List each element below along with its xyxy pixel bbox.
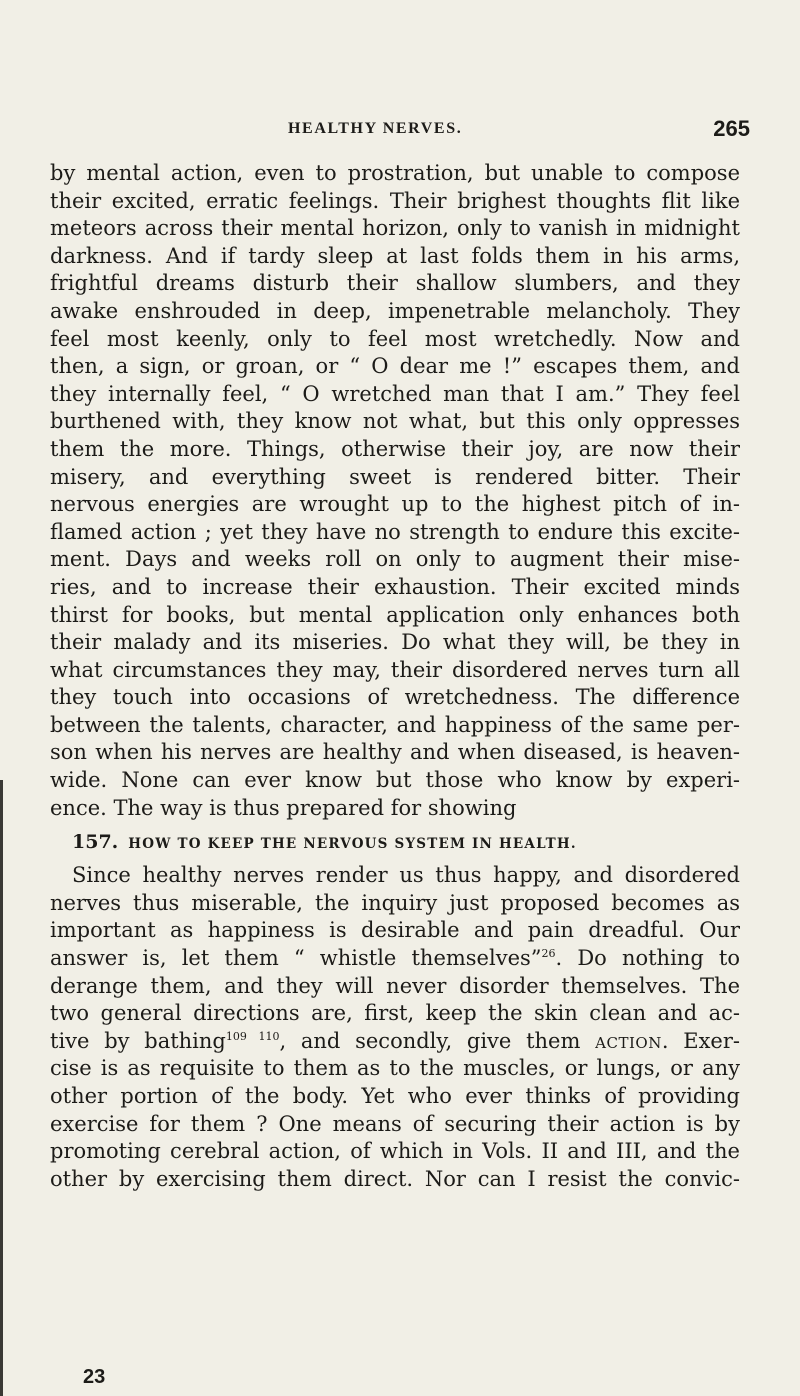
text-line: feel most keenly, only to feel most wretchedly. Now and [50,326,740,351]
line-text: , and secondly, give them [279,1028,596,1053]
text-line: nerves thus miserable, the inquiry just proposed becomes as [50,890,740,915]
text-line: ries, and to increase their exhaustion. Their excited minds [50,574,740,599]
text-line: Since healthy nerves render us thus happy, and disordered [72,863,740,888]
text-line: derange them, and they will never disorder themselves. The [50,973,740,998]
text-line: then, a sign, or groan, or “ O dear me !” escapes them, and [50,354,740,379]
text-line: two general directions are, first, keep the skin clean and ac- [50,1001,740,1026]
text-line: awake enshrouded in deep, impenetrable melancholy. They [50,298,740,323]
text-block [50,160,740,1193]
text-line: their malady and its miseries. Do what they will, be they in [50,630,740,655]
section-number: 157. [72,831,119,854]
text-line: they touch into occasions of wretchedness. The difference [50,685,740,710]
text-line: wide. None can ever know but those who know by experi- [50,768,740,793]
emphasis-text: action [595,1028,662,1053]
text-line: misery, and everything sweet is rendered bitter. Their [50,464,740,489]
text-line: cise is as requisite to them as to the muscles, or lungs, or any [50,1056,740,1081]
running-title: HEALTHY NERVES. [288,120,463,137]
text-line: darkness. And if tardy sleep at last folds them in his arms, [50,243,740,268]
text-line: ment. Days and weeks roll on only to augment their mise- [50,547,740,572]
section-title: HOW TO KEEP THE NERVOUS SYSTEM IN HEALTH. [128,836,577,853]
section-heading [50,826,740,858]
signature-mark: 23 [83,1366,106,1388]
footnote-reference: 109 110 [225,1029,280,1043]
text-line: ence. The way is thus prepared for showing [50,795,517,820]
text-line [50,1028,740,1056]
text-line: their excited, erratic feelings. Their brighest thoughts flit like [50,188,740,213]
text-line: burthened with, they know not what, but this only oppresses [50,409,740,434]
running-head [0,116,800,146]
text-line: thirst for books, but mental application only enhances both [50,602,740,627]
line-text: . Do nothing to [555,946,740,971]
text-line [50,945,740,973]
line-text: answer is, let them “ whistle themselves” [50,946,542,971]
line-text: . Exer- [661,1028,740,1053]
paragraph-2 [50,862,740,1193]
text-line: meteors across their mental horizon, only to vanish in midnight [50,216,740,241]
text-line: by mental action, even to prostration, but unable to compose [50,161,740,185]
footnote-reference: 26 [541,947,556,961]
page-number: 265 [713,116,750,141]
text-line: exercise for them ? One means of securing their action is by [50,1111,740,1136]
text-line: nervous energies are wrought up to the highest pitch of in- [50,492,740,517]
text-line: other by exercising them direct. Nor can I resist the convic- [50,1166,740,1191]
text-line: promoting cerebral action, of which in Vols. II and III, and the [50,1139,740,1164]
text-line: flamed action ; yet they have no strength to endure this excite- [50,519,740,544]
text-line: them the more. Things, otherwise their joy, are now their [50,436,740,461]
text-line: son when his nerves are healthy and when diseased, is heaven- [50,740,740,765]
line-text: tive by bathing [50,1028,226,1053]
text-line: what circumstances they may, their disordered nerves turn all [50,657,740,682]
text-line: other portion of the body. Yet who ever thinks of providing [50,1084,740,1108]
text-line: between the talents, character, and happiness of the same per- [50,712,740,737]
text-line: important as happiness is desirable and pain dreadful. Our [50,918,740,943]
text-line: they internally feel, “ O wretched man that I am.” They feel [50,381,740,406]
paragraph-1 [50,160,740,822]
text-line: frightful dreams disturb their shallow slumbers, and they [50,271,740,296]
binding-edge [0,780,3,1396]
